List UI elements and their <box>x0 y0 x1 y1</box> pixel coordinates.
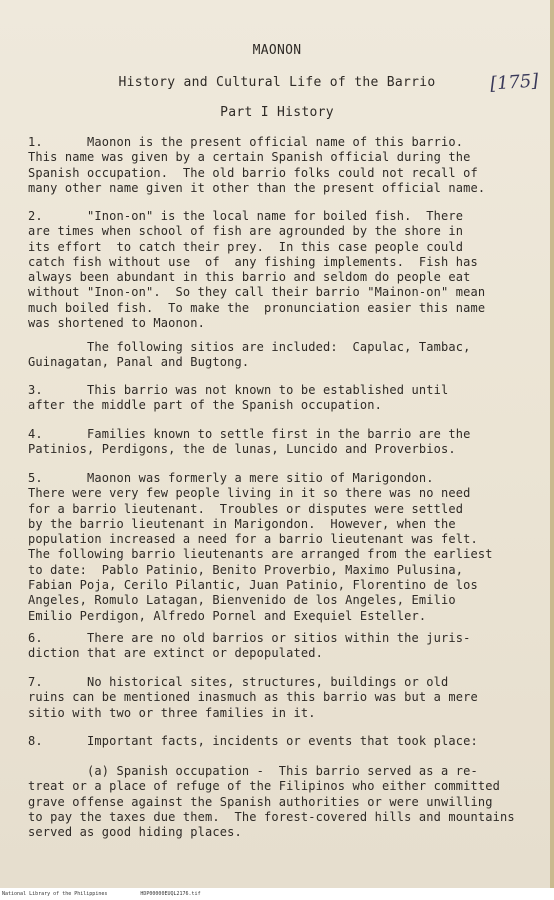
paragraph-8: 8. Important facts, incidents or events that took place: <box>28 734 478 748</box>
paragraph-sitios: The following sitios are included: Capulac, Tambac, Guinagatan, Panal and Bugtong. <box>28 340 471 370</box>
file-id: HDP00000EUQL2176.tif <box>140 891 201 897</box>
paragraph-5: 5. Maonon was formerly a mere sitio of Marigondon. There were very few people living in it so there was no need for a barrio lieutenant. Troubles or disputes were settled by the barrio lieutenant in Marigondon. However, when the population increased a need for a barrio lieutenant was felt. The following barrio lieutenants are arranged from the earliest to date: Pablo Patinio, Benito Proverbio, Maximo Pulusina, Fabian Poja, Cerilo Pilantic, Juan Patinio, Florentino de los Angeles, Romulo Latagan, Bienvenido de los Angeles, Emilio Emilio Perdigon, Alfredo Pornel and Exequiel Esteller. <box>28 471 493 623</box>
document-subtitle: History and Cultural Life of the Barrio <box>118 75 436 90</box>
paragraph-7: 7. No historical sites, structures, buildings or old ruins can be mentioned inasmuch as this barrio was but a mere sitio with two or three families in it. <box>28 675 478 720</box>
part-heading: Part I History <box>220 105 334 120</box>
paragraph-8a: (a) Spanish occupation - This barrio served as a re- treat or a place of refuge of the Filipinos who either committed grave offense against the Spanish authorities or were unwilling to pay the taxes due them. The forest-covered hills and mountains served as good hiding places. <box>28 764 515 840</box>
handwritten-page-number: [175] <box>489 70 540 95</box>
paragraph-1: 1. Maonon is the present official name of this barrio. This name was given by a certain Spanish official during the Spanish occupation. The old barrio folks could not recall of many other name given it other than the present official name. <box>28 135 486 195</box>
paragraph-6: 6. There are no old barrios or sitios within the juris- diction that are extinct or depopulated. <box>28 631 471 661</box>
library-credit: National Library of the Philippines <box>2 891 108 897</box>
paragraph-2: 2. "Inon-on" is the local name for boiled fish. There are times when school of fish are agrounded by the shore in its effort to catch their prey. In this case people could catch fish without use of any fishing implements. Fish has always been abundant in this barrio and seldom do people eat without "Inon-on". So they call their barrio "Mainon-on" mean much boiled fish. To make the pronunciation easier this name was shortened to Maonon. <box>28 209 486 331</box>
scan-footer <box>0 888 554 900</box>
document-title: MAONON <box>252 43 302 58</box>
paragraph-3: 3. This barrio was not known to be established until after the middle part of the Spanish occupation. <box>28 383 449 413</box>
paragraph-4: 4. Families known to settle first in the barrio are the Patinios, Perdigons, the de lunas, Luncido and Proverbios. <box>28 427 471 457</box>
